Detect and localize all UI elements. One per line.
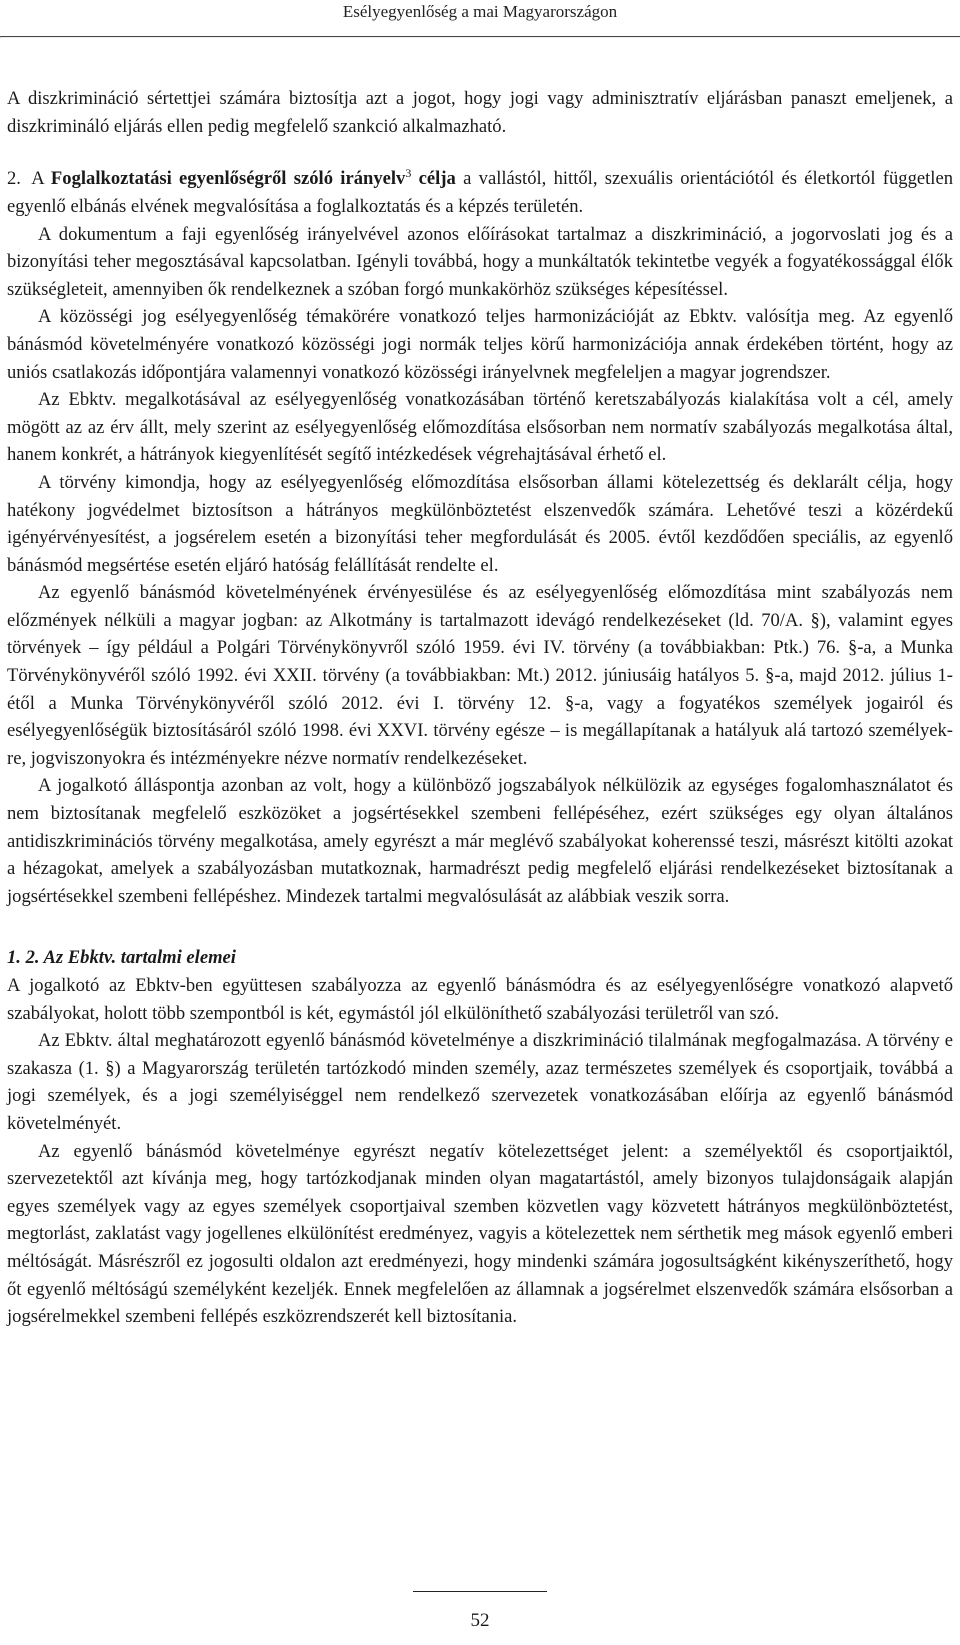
paragraph: A közösségi jog esélyegyenlőség témakörére vonatkozó teljes harmonizációját az Ebktv. valósítja meg. Az egyenlő bánásmód követelményére vonatkozó közösségi jogi normák teljes körű harmonizációja annak érdekében történt, hogy az uniós csatlakozás időpontjára valamennyi vonatkozó közösségi irányelvnek megfeleljen a magyar jogrendszer. bbox=[7, 306, 953, 383]
section-heading: 1. 2. Az Ebktv. tartalmi elemei bbox=[7, 947, 236, 969]
paragraph: Az Ebktv. által meghatározott egyenlő bánásmód követelménye a diszkrimináció tilalmának megfogalmazása. A törvény e szakasza (1. §) a Magyarország területén tartózkodó minden személy, azaz természetes személyek és csoportjaik, továbbá a jogi személyek, és a jogi személyiséggel nem rendelkező szervezetek vonatkozásában előírja az egyenlő bánásmód követelményét. bbox=[7, 1030, 953, 1134]
directive-aim: célja bbox=[418, 168, 456, 190]
paragraph: Az egyenlő bánásmód követelménye egyrészt negatív kötelezettséget jelent: a személyektől és csoportjaiktól, szervezetektől azt kívánja meg, hogy tartózkodjanak minden olyan magatartástól, amely bizonyos tulajdonságaik alapján egyes személyek vagy az egyes személyek csoportjaival szemben közvetlen vagy közvetett hátrányos megkülönböztetést, megtorlást, zaklatást vagy jogellenes elkülönítést eredményez, vagyis a kötelezettek nem sérthetik meg mások egyenlő emberi méltóságát. Másrészről ez jogosulti oldalon azt eredményezi, hogy mindenki számára jogosultságként kikényszeríthető, hogy őt egyenlő méltóságú személyként kezeljék. Ennek megfelelően az államnak a jogsérelmet elszenvedők számára elsősorban a jogsérelmekkel szembeni fellépés eszközrendszerét kell biztosítania. bbox=[7, 1140, 953, 1328]
paragraph: A jogalkotó az Ebktv-ben együttesen szabályozza az egyenlő bánásmódra és az esélyegyenlőségre vonatkozó alapvető szabályokat, holott több szempontból is két, egymástól jól elkülöníthető szabályozási területről van szó. bbox=[7, 975, 953, 1024]
paragraph-directive bbox=[7, 160, 953, 220]
footnote-ref: 3 bbox=[405, 166, 412, 181]
paragraph: Az Ebktv. megalkotásával az esélyegyenlőség vonatkozásában történő keretszabályozás kialakítása volt a cél, amely mögött az az érv állt, mely szerint az esélyegyenlőség előmozdítása elsősorban nem normatív szabályozás megalkotása által, hanem konkrét, a hátrányok kiegyenlítését segítő intézkedések végrehajtásával érhető el. bbox=[7, 389, 953, 466]
running-head: Esélyegyenlőség a mai Magyarországon bbox=[342, 2, 618, 21]
paragraph: A törvény kimondja, hogy az esélyegyenlőség előmozdítása elsősorban állami kötelezettség és deklarált célja, hogy hatékony jogvédelmet biztosítson a hátrányos megkülönböztetést elszenvedők számára. Lehetővé teszi a közérdekű igényérvényesítést, a jogsérelem esetén a bizonyítási teher megfordulását és 2005. évtől kezdődően speciális, az egyenlő bánásmód megsértése esetén eljáró hatóság felállítását rendelte el. bbox=[7, 471, 953, 576]
directive-title: Foglalkoztatási egyenlőségről szóló irányelv bbox=[50, 168, 406, 190]
paragraph-intro: A diszkrimináció sértettjei számára biztosítja azt a jogot, hogy jogi vagy adminisztratív eljárásban panaszt emeljenek, a diszkrimináló eljárás ellen pedig megfelelő szankció alkalmazható. bbox=[7, 88, 953, 137]
list-number: 2. bbox=[7, 168, 21, 190]
directive-rest: a vallástól, hittől, szexuális orientációtól és életkortól független egyenlő elbánás elvének megvalósítása a foglalkoztatás és a képzés területén. bbox=[7, 168, 954, 217]
paragraph: A dokumentum a faji egyenlőség irányelvével azonos előírásokat tartalmaz a diszkrimináció, a jogorvoslati jog és a bizonyítási teher megosztásával kapcsolatban. Igényli továbbá, hogy a munkáltatók tekintetbe vegyék a fogyatékossággal élők szükségleteit, amennyiben ők rendelkeznek a szóban forgó munkakörhöz szükséges képesítéssel. bbox=[7, 223, 953, 300]
paragraph: A jogalkotó álláspontja azonban az volt, hogy a különböző jogszabályok nélkülözik az egységes fogalomhasználatot és nem biztosítanak megfelelő eszközöket a jogsértésekkel szembeni fellépéséhez, ezért szükséges egy olyan általános antidiszkriminációs törvény megalkotása, amely egyrészt a már meglévő szabályokat koherenssé teszi, másrészt kitölti azokat a hézagokat, amelyek a szabályozásban mutatkoznak, harmadrészt pedig megfelelő eljárási rendelkezéseket biztosítanak a jogsértésekkel szembeni fellépéshez. Mindezek tartalmi megvalósulását az alábbiak veszik sorra. bbox=[7, 775, 953, 907]
page-number: 52 bbox=[470, 1610, 490, 1631]
paragraph: Az egyenlő bánásmód követelményének érvényesülése és az esélyegyenlőség előmozdítása mint szabályozás nem előzmények nélküli a magyar jogban: az Alkotmány is tartalmazott idevágó rendelkezéseket (ld. 70/A. §), valamint egyes törvények – így például a Polgári Törvénykönyvről szóló 1959. évi IV. törvény (a továbbiakban: Ptk.) 76. §-a, a Munka Törvénykönyvéről szóló 1992. évi XXII. törvény (a továbbiakban: Mt.) 2012. júniusáig hatályos 5. §-a, majd 2012. július 1-étől a Munka Törvénykönyvéről szóló 2012. évi I. törvény 12. §-a, vagy a fogyatékos személyek jogairól és esélyegyenlőségük biztosításáról szóló 1998. évi XXVI. törvény egésze – is megállapítanak a hatályuk alá tartozó személyekre, jogviszonyokra és intézményekre nézve normatív rendelkezéseket. bbox=[7, 582, 953, 769]
footer-rule bbox=[413, 1591, 547, 1592]
directive-pre: A bbox=[31, 168, 44, 190]
header-rule bbox=[0, 36, 960, 38]
body-text bbox=[7, 85, 953, 1331]
